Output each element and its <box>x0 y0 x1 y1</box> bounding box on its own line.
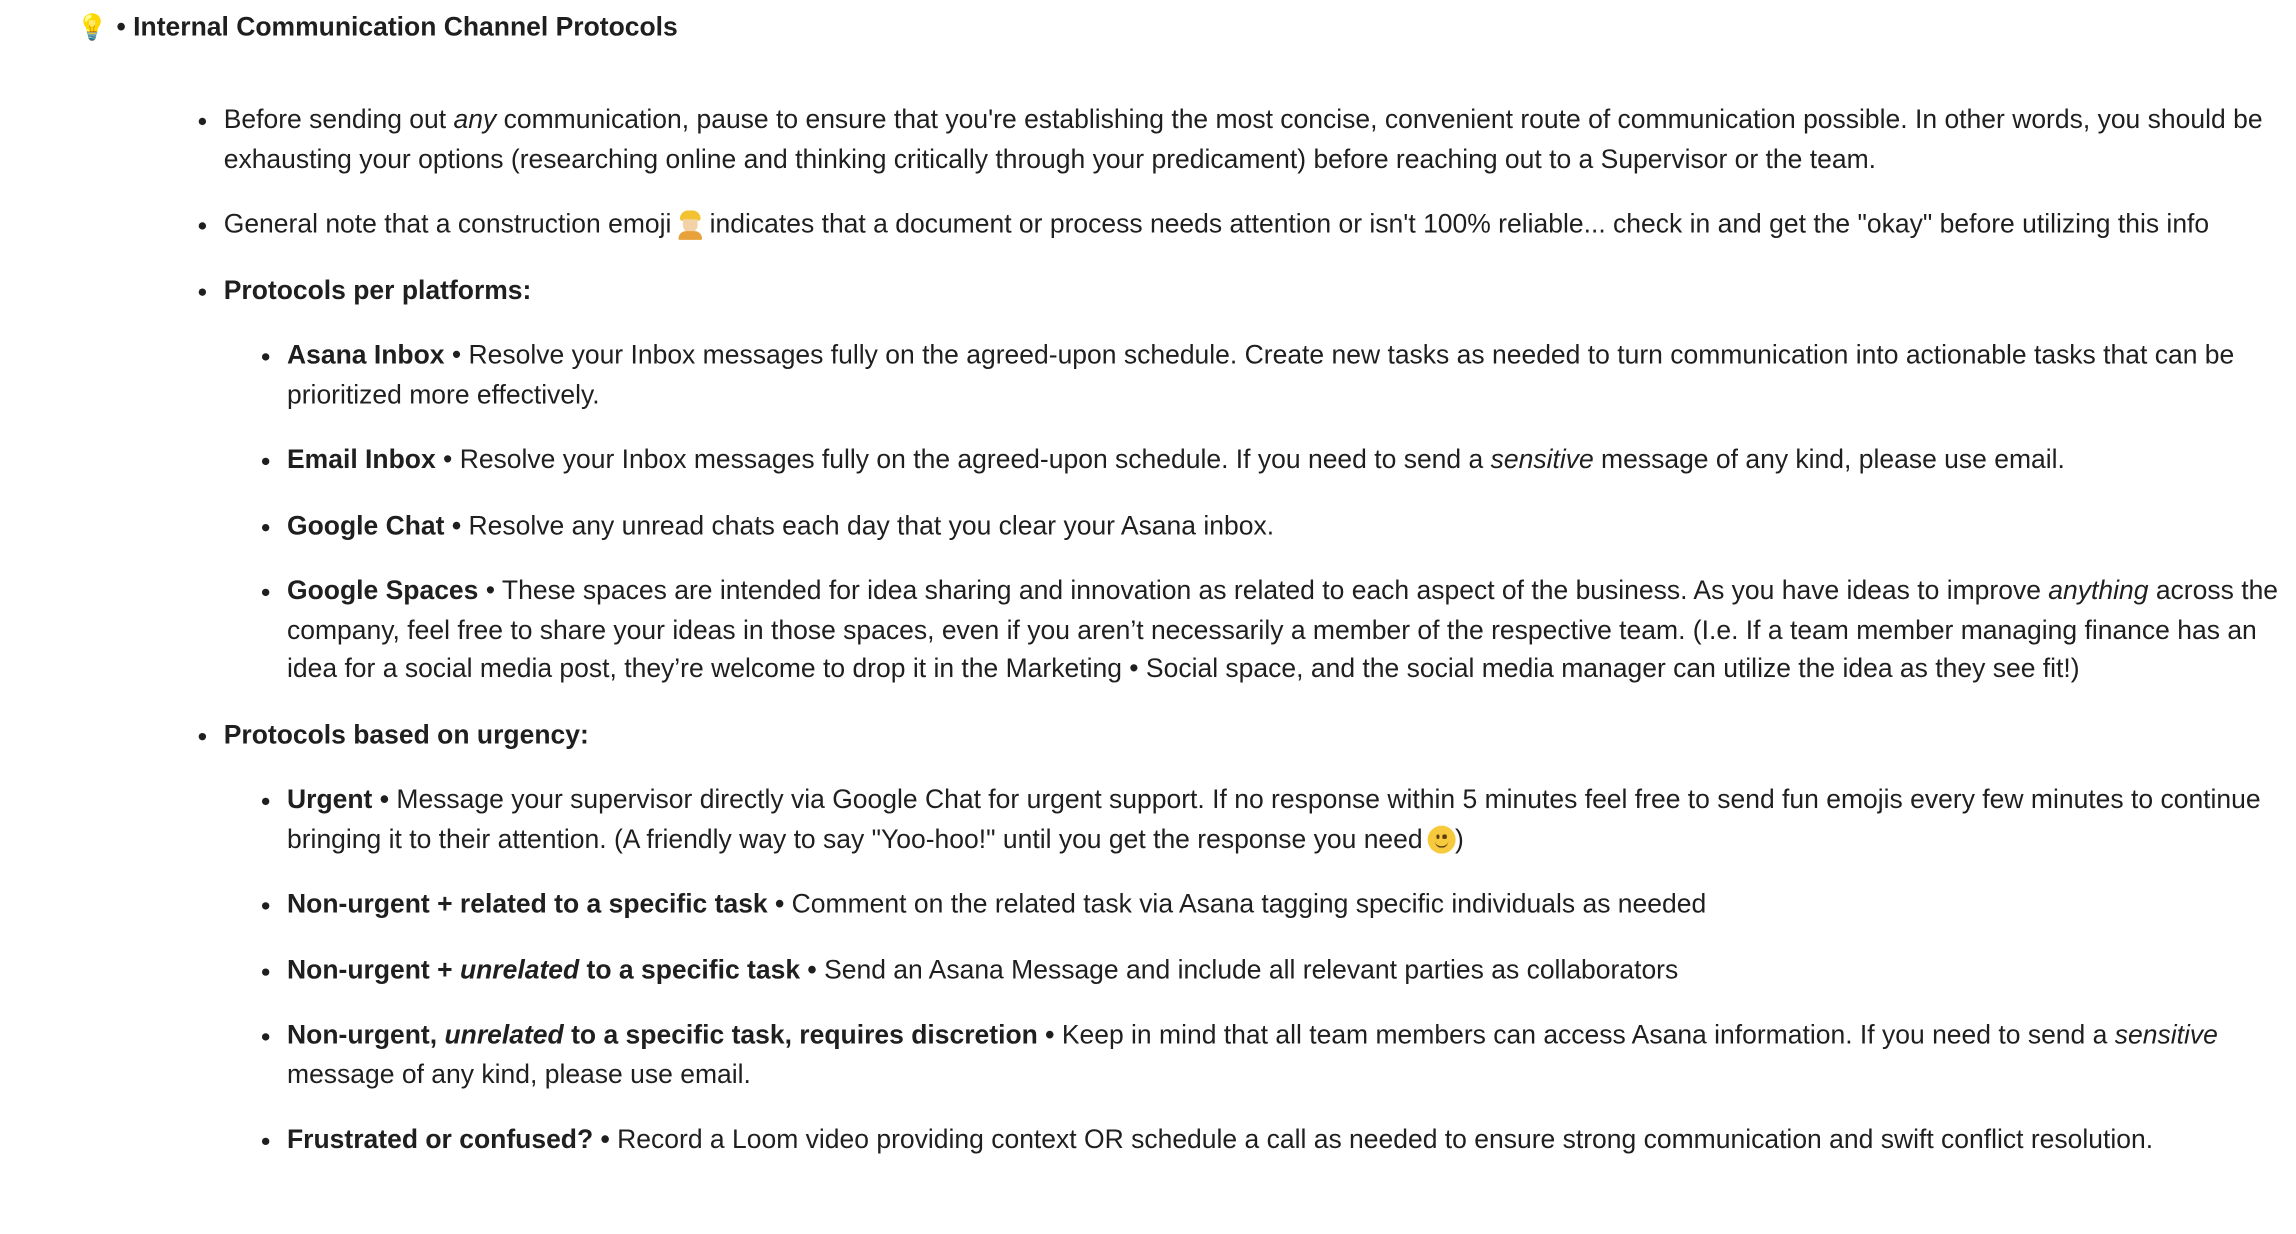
list-item-google-chat <box>287 506 2284 545</box>
non-urgent-unrelated-emphasis: unrelated <box>459 954 580 984</box>
non-urgent-related-label: Non-urgent + related to a specific task • <box>287 888 785 919</box>
list-item-email-inbox <box>287 440 2284 479</box>
lightbulb-icon: 💡 <box>76 13 108 42</box>
intro-text: Before sending out <box>223 104 454 134</box>
non-urgent-discretion-emphasis: unrelated <box>444 1019 564 1050</box>
section-heading <box>77 12 678 43</box>
non-urgent-discretion-label-pre: Non-urgent, <box>287 1019 445 1050</box>
google-spaces-emphasis: anything <box>2048 575 2149 605</box>
construction-worker-icon <box>677 210 703 239</box>
smiley-icon <box>1427 825 1455 853</box>
urgency-title: Protocols based on urgency: <box>223 718 589 749</box>
google-spaces-label: Google Spaces <box>287 575 479 605</box>
intro-emphasis: any <box>453 104 497 134</box>
section-heading-title: • Internal Communication Channel Protocols <box>116 11 678 42</box>
non-urgent-discretion-text-rest: message of any kind, please use email. <box>287 1058 751 1089</box>
google-chat-text: Resolve any unread chats each day that you clear your Asana inbox. <box>461 509 1275 540</box>
urgent-text: Message your supervisor directly via Google Chat for urgent support. If no response within 5 minutes feel free to send fun emojis every few minutes to continue bringing it to their attention. (A friendly way to say "Yoo-hoo!" until you get the response you need <box>287 784 2261 853</box>
email-inbox-text: • Resolve your Inbox messages fully on the agreed-upon schedule. If you need to send a <box>435 444 1491 474</box>
non-urgent-discretion-label-post: to a specific task, requires discretion • <box>563 1019 1055 1050</box>
list-item-google-spaces <box>287 571 2284 688</box>
protocol-list <box>196 100 2284 1185</box>
note-text: General note that a construction emoji <box>223 208 672 239</box>
non-urgent-related-text: Comment on the related task via Asana tagging specific individuals as needed <box>784 888 1707 919</box>
non-urgent-discretion-label <box>287 1020 1054 1049</box>
list-item-non-urgent-related <box>287 885 2284 924</box>
google-chat-label: Google Chat • <box>287 509 462 540</box>
list-item-construction-note <box>224 205 2285 244</box>
google-spaces-text-rest: across the company, feel free to share your ideas in those spaces, even if you aren’t necessarily a member of the respective team. (I.e. If a team member managing finance has an idea for a social media post, they’re welcome to drop it in the Marketing • Social space, and the social media manager can utilize the idea as they see fit!) <box>287 575 2279 683</box>
list-item-urgency <box>224 715 2285 1159</box>
non-urgent-unrelated-label-post: to a specific task • <box>579 954 817 984</box>
platforms-title: Protocols per platforms: <box>223 274 532 304</box>
google-spaces-text: • These spaces are intended for idea sharing and innovation as related to each aspect of the business. As you have ideas to improve <box>478 575 2049 605</box>
non-urgent-discretion-emphasis-2: sensitive <box>2114 1019 2218 1050</box>
email-inbox-text-rest: message of any kind, please use email. <box>1593 444 2065 474</box>
list-item-urgent <box>287 780 2284 858</box>
list-item-non-urgent-unrelated <box>287 950 2284 989</box>
asana-inbox-text: • Resolve your Inbox messages fully on the agreed-upon schedule. Create new tasks as needed to turn communication into actionable tasks that can be prioritized more effectively. <box>287 339 2235 409</box>
urgent-text-close: ) <box>1455 823 1464 853</box>
asana-inbox-label: Asana Inbox <box>287 339 445 370</box>
non-urgent-discretion-text: Keep in mind that all team members can access Asana information. If you need to send a <box>1054 1019 2115 1050</box>
frustrated-label: Frustrated or confused? • <box>287 1124 610 1154</box>
email-inbox-label: Email Inbox <box>287 444 436 474</box>
list-item-non-urgent-discretion <box>287 1016 2284 1094</box>
non-urgent-unrelated-label <box>287 954 817 983</box>
email-inbox-emphasis: sensitive <box>1490 444 1594 474</box>
list-item-intro <box>224 100 2285 178</box>
urgency-list <box>224 780 2285 1159</box>
platforms-list <box>224 336 2285 688</box>
frustrated-text: Record a Loom video providing context OR schedule a call as needed to ensure strong communication and swift conflict resolution. <box>609 1124 2154 1154</box>
intro-text-rest: communication, pause to ensure that you're establishing the most concise, convenient route of communication possible. In other words, you should be exhausting your options (researching online and thinking critically through your predicament) before reaching out to a Supervisor or the team. <box>223 104 2263 173</box>
non-urgent-unrelated-label-pre: Non-urgent + <box>287 954 460 984</box>
list-item-asana-inbox <box>287 336 2284 414</box>
note-text-rest: indicates that a document or process needs attention or isn't 100% reliable... check in and get the "okay" before utilizing this info <box>709 208 2210 239</box>
list-item-platforms <box>224 270 2285 688</box>
urgent-label: Urgent • <box>287 784 390 814</box>
list-item-frustrated <box>287 1120 2284 1159</box>
non-urgent-unrelated-text: Send an Asana Message and include all relevant parties as collaborators <box>816 954 1679 984</box>
